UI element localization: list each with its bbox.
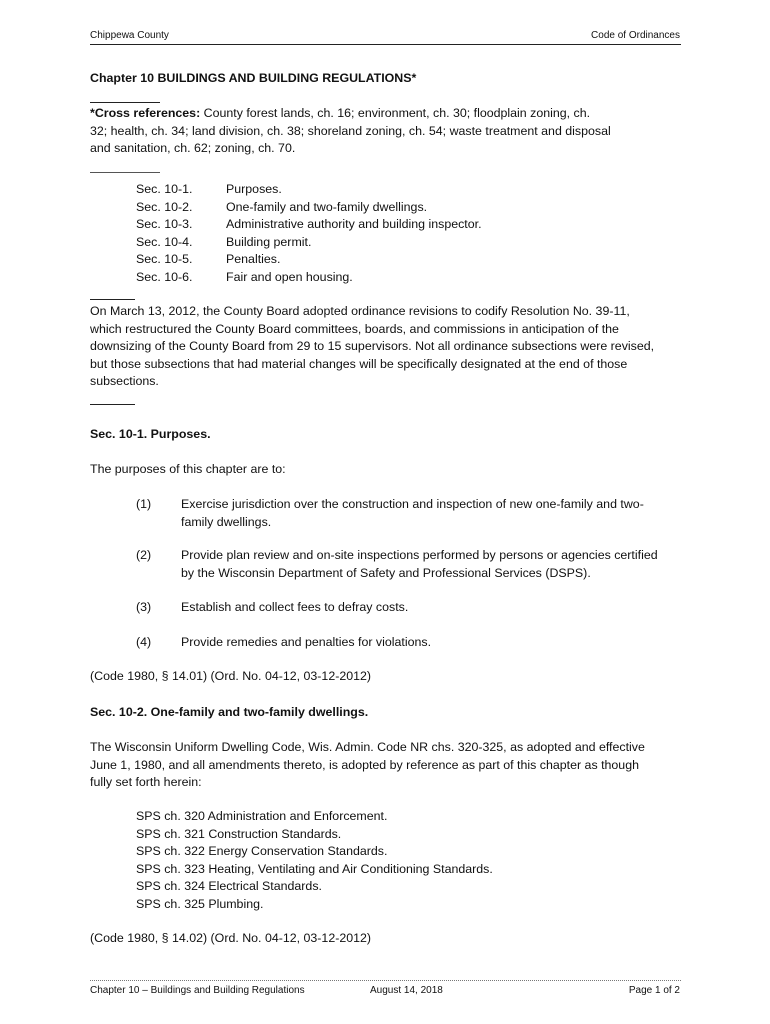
sec-10-1-intro: The purposes of this chapter are to: <box>90 462 286 476</box>
toc-num: Sec. 10-1. <box>136 182 193 196</box>
sec-10-2-citation: (Code 1980, § 14.02) (Ord. No. 04-12, 03-12-2012) <box>90 931 372 945</box>
item-text-line: Provide plan review and on-site inspections performed by persons or agencies certified <box>181 548 658 562</box>
revision-note-line: but those subsections that had material changes will be specifically designated at the end of those <box>90 356 628 371</box>
item-text-line: family dwellings. <box>181 514 272 529</box>
revision-note-line: subsections. <box>90 374 159 388</box>
toc-num: Sec. 10-3. <box>136 217 193 231</box>
toc-title: Building permit. <box>226 234 312 249</box>
toc-title: Purposes. <box>226 182 282 196</box>
toc-num: Sec. 10-4. <box>136 234 193 249</box>
revision-note-line: which restructured the County Board committees, boards, and commissions in anticipation of the <box>90 321 619 336</box>
item-text-line: Exercise jurisdiction over the construction and inspection of new one-family and two- <box>181 497 644 511</box>
item-number: (3) <box>136 600 152 614</box>
item-text-line: Provide remedies and penalties for violations. <box>181 635 432 649</box>
toc-num: Sec. 10-2. <box>136 199 193 214</box>
item-text-line: by the Wisconsin Department of Safety and Professional Services (DSPS). <box>181 565 591 580</box>
sps-list-item: SPS ch. 325 Plumbing. <box>136 896 264 911</box>
toc-num: Sec. 10-6. <box>136 269 193 284</box>
item-number: (4) <box>136 635 152 649</box>
toc-row <box>136 181 636 199</box>
toc-row <box>136 251 636 269</box>
sec-10-1-citation: (Code 1980, § 14.01) (Ord. No. 04-12, 03-12-2012) <box>90 669 372 683</box>
toc-num: Sec. 10-5. <box>136 252 193 266</box>
sps-list-item: SPS ch. 321 Construction Standards. <box>136 826 342 841</box>
revision-note <box>90 303 690 391</box>
toc-title: Fair and open housing. <box>226 269 353 284</box>
item-text-line: Establish and collect fees to defray costs. <box>181 600 409 614</box>
list-item <box>136 547 676 583</box>
cross-references-line3: and sanitation, ch. 62; zoning, ch. 70. <box>90 141 296 155</box>
toc-row <box>136 216 636 234</box>
footer-chapter: Chapter 10 – Buildings and Building Regulations <box>90 985 305 996</box>
sec-10-2-intro-line: June 1, 1980, and all amendments thereto, is adopted by reference as part of this chapter as though <box>90 757 639 772</box>
cross-references-line1: County forest lands, ch. 16; environment, ch. 30; floodplain zoning, ch. <box>203 106 591 120</box>
toc-row <box>136 234 636 252</box>
header-county: Chippewa County <box>90 30 169 41</box>
toc-row <box>136 199 636 217</box>
header-code-title: Code of Ordinances <box>591 30 680 41</box>
cross-references <box>90 105 690 158</box>
sec-10-2-intro-line: The Wisconsin Uniform Dwelling Code, Wis. Admin. Code NR chs. 320-325, as adopted and effective <box>90 740 645 754</box>
sec-10-2-intro-line: fully set forth herein: <box>90 775 202 789</box>
cross-references-label: *Cross references: <box>90 106 201 120</box>
list-item <box>136 496 676 532</box>
sec-10-2-heading: Sec. 10-2. One-family and two-family dwellings. <box>90 705 369 719</box>
header-rule <box>90 44 681 45</box>
footer-page-number: Page 1 of 2 <box>628 985 680 996</box>
sps-list-item: SPS ch. 322 Energy Conservation Standards. <box>136 844 388 858</box>
item-number: (2) <box>136 548 152 562</box>
revision-note-line: On March 13, 2012, the County Board adopted ordinance revisions to codify Resolution No. 39-11, <box>90 304 630 318</box>
note-rule-end <box>90 404 135 405</box>
toc-title: Penalties. <box>226 252 281 266</box>
sps-list-item: SPS ch. 323 Heating, Ventilating and Air Conditioning Standards. <box>136 861 493 876</box>
note-rule-start <box>90 299 135 300</box>
sps-list-item: SPS ch. 324 Electrical Standards. <box>136 879 322 893</box>
footer-rule <box>90 980 681 981</box>
section-index <box>0 181 770 291</box>
toc-row <box>136 269 636 287</box>
footer-date: August 14, 2018 <box>370 985 443 996</box>
list-item <box>136 599 676 617</box>
footnote-rule <box>90 102 160 103</box>
sps-list-item: SPS ch. 320 Administration and Enforcement. <box>136 809 388 823</box>
list-item <box>136 634 676 652</box>
chapter-title: Chapter 10 BUILDINGS AND BUILDING REGULATIONS* <box>90 71 417 85</box>
toc-title: Administrative authority and building inspector. <box>226 217 482 231</box>
sec-10-1-heading: Sec. 10-1. Purposes. <box>90 427 211 441</box>
toc-title: One-family and two-family dwellings. <box>226 199 428 214</box>
revision-note-line: downsizing of the County Board from 29 to 15 supervisors. Not all ordinance subsections were revised, <box>90 339 655 353</box>
cross-references-line2: 32; health, ch. 34; land division, ch. 38; shoreland zoning, ch. 54; waste treatment and disposal <box>90 123 611 138</box>
sps-list <box>0 808 770 918</box>
item-number: (1) <box>136 497 152 511</box>
footnote-rule-end <box>90 172 160 173</box>
sec-10-2-intro <box>90 739 690 792</box>
